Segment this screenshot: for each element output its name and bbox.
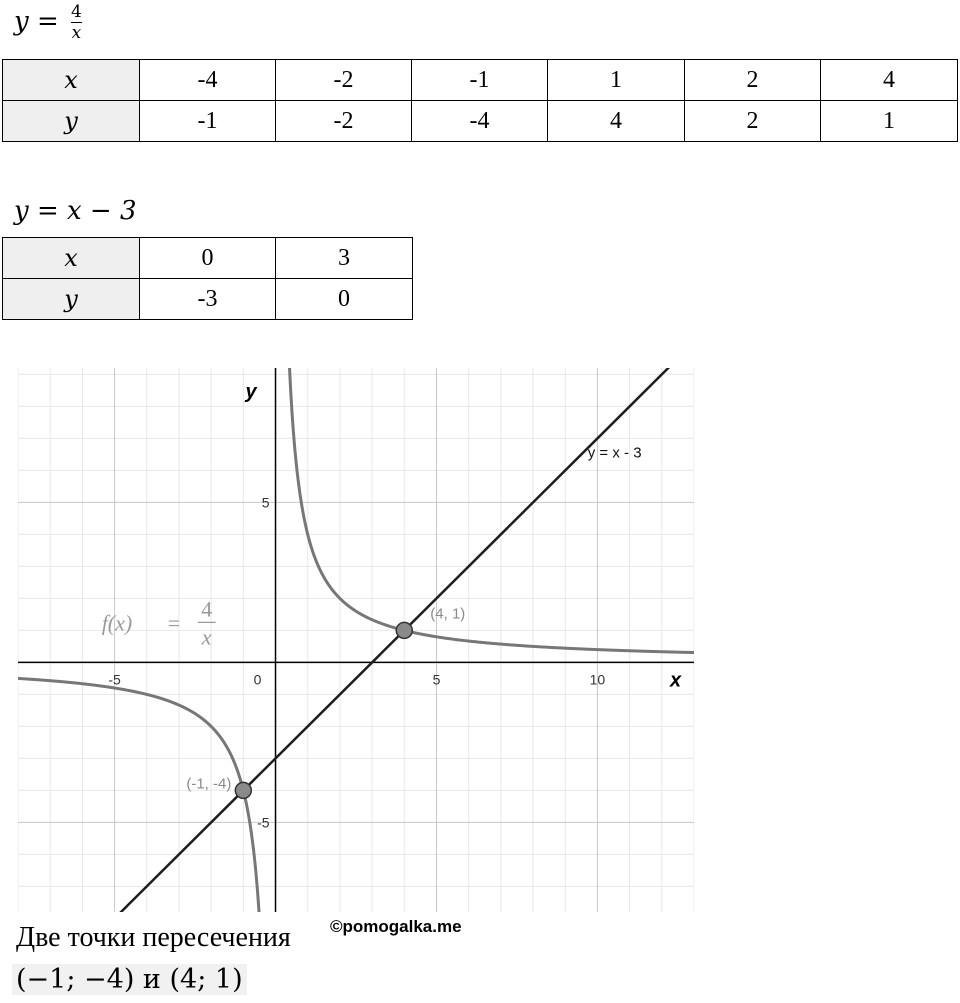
table-cell: -4 [412,101,548,142]
x-tick-label: 0 [253,671,262,688]
table-row-y [3,101,958,142]
formula-numerator: 4 [71,2,82,22]
table-cell: -3 [140,279,276,320]
hyperbola-label-numerator: 4 [201,596,213,622]
table-cell: 1 [821,101,958,142]
y-axis-label: y [245,381,257,403]
formula-hyperbola [14,2,82,43]
line-label: y = x - 3 [587,444,642,462]
table-cell: 4 [821,60,958,101]
answer-points: (−1; −4) и (4; 1) [12,964,247,995]
table-cell: 4 [548,101,685,142]
table-cell: -4 [140,60,276,101]
row-header-x: x [3,60,140,101]
function-graph [18,368,694,912]
hyperbola-label-equals: = [167,610,181,636]
y-tick-label: 5 [261,494,270,511]
table-cell: 2 [685,101,821,142]
x-axis-label: x [670,669,682,692]
table-row-x [3,238,413,279]
formula-fraction [71,2,82,43]
row-header-y: y [3,101,140,142]
answer-text: Две точки пересечения [16,922,291,953]
point-label: (4, 1) [430,605,466,623]
hyperbola-label-lhs: f(x) [101,610,133,636]
table-cell: 0 [276,279,413,320]
table-cell: 2 [685,60,821,101]
table-cell: -1 [412,60,548,101]
row-header-x: x [3,238,140,279]
table-cell: 1 [548,60,685,101]
table-cell: -2 [276,101,412,142]
value-table-line [2,237,413,320]
hyperbola-branch [289,368,694,653]
table-row-y [3,279,413,320]
hyperbola-branch [18,678,262,912]
x-tick-label: 5 [432,671,441,688]
y-tick-label: -5 [257,814,270,831]
formula-equals: = [36,6,59,37]
value-table-hyperbola [2,59,958,142]
table-cell: 0 [140,238,276,279]
table-row-x [3,60,958,101]
x-tick-label: 10 [589,671,606,688]
row-header-y: y [3,279,140,320]
x-tick-label: -5 [108,671,121,688]
table-cell: -2 [276,60,412,101]
copyright-watermark: ©pomogalka.me [330,917,462,936]
intersection-point [235,782,251,798]
table-cell: -1 [140,101,276,142]
hyperbola-label-denominator: x [201,624,212,650]
formula-line: y = x − 3 [14,196,137,226]
intersection-point [396,622,412,638]
formula-lhs: y [14,6,29,37]
formula-denominator: x [71,23,82,43]
hyperbola-label [102,596,216,649]
point-label: (-1, -4) [186,775,232,793]
table-cell: 3 [276,238,413,279]
